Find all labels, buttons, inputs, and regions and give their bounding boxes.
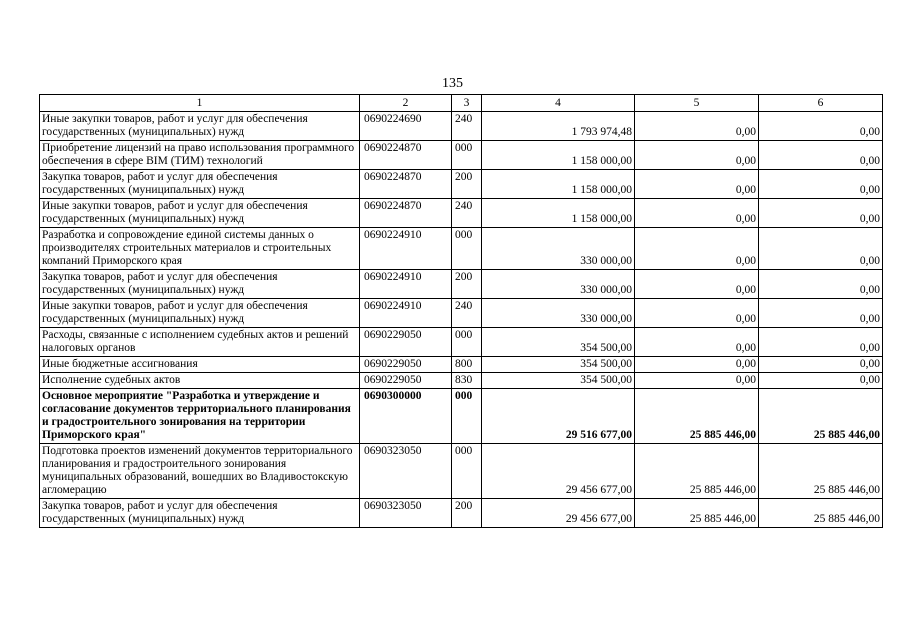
row-value-4: 330 000,00	[482, 228, 635, 270]
column-header-5: 5	[635, 95, 759, 112]
row-vr: 000	[452, 228, 482, 270]
row-value-5: 0,00	[635, 228, 759, 270]
table-header-row	[40, 95, 883, 112]
row-name: Закупка товаров, работ и услуг для обеспечения государственных (муниципальных) нужд	[40, 270, 360, 299]
row-name: Подготовка проектов изменений документов территориального планирования и градостроительного зонирования муниципальных образований, вошедших во Владивостокскую агломерацию	[40, 444, 360, 499]
row-value-4: 330 000,00	[482, 270, 635, 299]
row-name: Расходы, связанные с исполнением судебных актов и решений налоговых органов	[40, 328, 360, 357]
row-value-5: 0,00	[635, 199, 759, 228]
row-code: 0690224870	[360, 170, 452, 199]
row-value-5: 0,00	[635, 270, 759, 299]
row-name: Приобретение лицензий на право использования программного обеспечения в сфере BIM (ТИМ) технологий	[40, 141, 360, 170]
row-value-4: 29 516 677,00	[482, 389, 635, 444]
row-value-6: 0,00	[759, 199, 883, 228]
row-code: 0690229050	[360, 357, 452, 373]
row-value-5: 25 885 446,00	[635, 444, 759, 499]
row-vr: 000	[452, 141, 482, 170]
row-value-6: 0,00	[759, 170, 883, 199]
column-header-2: 2	[360, 95, 452, 112]
row-vr: 000	[452, 389, 482, 444]
table-row	[40, 141, 883, 170]
column-header-3: 3	[452, 95, 482, 112]
table-row-bold	[40, 389, 883, 444]
table-row	[40, 199, 883, 228]
row-name: Иные закупки товаров, работ и услуг для обеспечения государственных (муниципальных) нужд	[40, 199, 360, 228]
row-vr: 000	[452, 444, 482, 499]
row-code: 0690224910	[360, 228, 452, 270]
row-code: 0690323050	[360, 499, 452, 528]
row-value-4: 1 158 000,00	[482, 199, 635, 228]
budget-table	[39, 94, 883, 528]
row-value-5: 0,00	[635, 141, 759, 170]
table-row	[40, 170, 883, 199]
row-code: 0690229050	[360, 328, 452, 357]
table-row	[40, 373, 883, 389]
row-vr: 240	[452, 199, 482, 228]
row-value-4: 1 158 000,00	[482, 170, 635, 199]
row-code: 0690224870	[360, 141, 452, 170]
row-value-6: 0,00	[759, 373, 883, 389]
row-value-5: 0,00	[635, 373, 759, 389]
table-row	[40, 270, 883, 299]
row-code: 0690224690	[360, 112, 452, 141]
row-value-4: 29 456 677,00	[482, 499, 635, 528]
table-row	[40, 112, 883, 141]
row-value-4: 330 000,00	[482, 299, 635, 328]
row-name: Иные закупки товаров, работ и услуг для обеспечения государственных (муниципальных) нужд	[40, 299, 360, 328]
row-value-6: 0,00	[759, 228, 883, 270]
row-value-5: 0,00	[635, 170, 759, 199]
row-vr: 200	[452, 499, 482, 528]
row-code: 0690300000	[360, 389, 452, 444]
row-value-4: 29 456 677,00	[482, 444, 635, 499]
row-vr: 240	[452, 299, 482, 328]
row-value-5: 0,00	[635, 328, 759, 357]
row-name: Разработка и сопровождение единой системы данных о производителях строительных материалов и строительных компаний Приморского края	[40, 228, 360, 270]
row-code: 0690224870	[360, 199, 452, 228]
row-value-6: 0,00	[759, 270, 883, 299]
row-value-4: 1 158 000,00	[482, 141, 635, 170]
row-value-6: 0,00	[759, 112, 883, 141]
row-name: Закупка товаров, работ и услуг для обеспечения государственных (муниципальных) нужд	[40, 499, 360, 528]
table-row	[40, 499, 883, 528]
row-value-5: 0,00	[635, 357, 759, 373]
row-code: 0690229050	[360, 373, 452, 389]
row-code: 0690323050	[360, 444, 452, 499]
row-vr: 830	[452, 373, 482, 389]
row-vr: 800	[452, 357, 482, 373]
row-vr: 000	[452, 328, 482, 357]
table-row	[40, 299, 883, 328]
row-value-5: 25 885 446,00	[635, 389, 759, 444]
row-value-5: 25 885 446,00	[635, 499, 759, 528]
table-row	[40, 444, 883, 499]
row-value-6: 0,00	[759, 299, 883, 328]
row-value-5: 0,00	[635, 299, 759, 328]
row-value-4: 354 500,00	[482, 328, 635, 357]
row-value-6: 25 885 446,00	[759, 389, 883, 444]
table-row	[40, 328, 883, 357]
column-header-1: 1	[40, 95, 360, 112]
column-header-6: 6	[759, 95, 883, 112]
row-value-4: 1 793 974,48	[482, 112, 635, 141]
page-number: 135	[442, 76, 463, 91]
row-name: Закупка товаров, работ и услуг для обеспечения государственных (муниципальных) нужд	[40, 170, 360, 199]
table-row	[40, 228, 883, 270]
column-header-4: 4	[482, 95, 635, 112]
row-name: Иные бюджетные ассигнования	[40, 357, 360, 373]
row-value-5: 0,00	[635, 112, 759, 141]
row-vr: 200	[452, 170, 482, 199]
row-value-4: 354 500,00	[482, 373, 635, 389]
row-value-6: 25 885 446,00	[759, 444, 883, 499]
row-vr: 200	[452, 270, 482, 299]
row-value-6: 25 885 446,00	[759, 499, 883, 528]
row-code: 0690224910	[360, 270, 452, 299]
row-value-6: 0,00	[759, 328, 883, 357]
row-value-4: 354 500,00	[482, 357, 635, 373]
row-name: Основное мероприятие "Разработка и утверждение и согласование документов территориального планирования и градостроительного зонирования на территории Приморского края"	[40, 389, 360, 444]
row-code: 0690224910	[360, 299, 452, 328]
table-row	[40, 357, 883, 373]
row-name: Исполнение судебных актов	[40, 373, 360, 389]
row-vr: 240	[452, 112, 482, 141]
row-value-6: 0,00	[759, 141, 883, 170]
row-name: Иные закупки товаров, работ и услуг для обеспечения государственных (муниципальных) нужд	[40, 112, 360, 141]
row-value-6: 0,00	[759, 357, 883, 373]
